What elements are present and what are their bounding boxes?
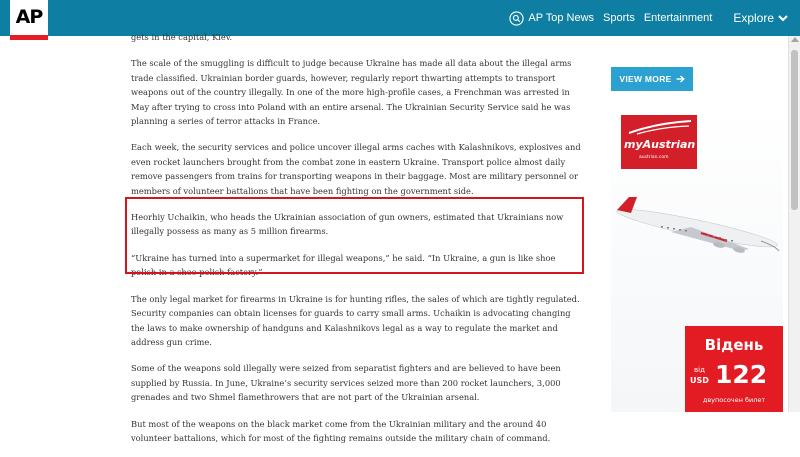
ad-price-from: від <box>694 366 705 374</box>
article-paragraph: The only legal market for firearms in Ukraine is for hunting rifles, the sales of which are tightly regulated. Security companies can obtain licenses for guards to carry small arms. Uchaikin is advocating changing the laws to make ownership of handguns and Kalashnikovs legal as a way to regulate the market and address gun crime. <box>131 293 580 347</box>
highlight-box <box>125 197 584 274</box>
ad-price-value: 122 <box>715 360 768 389</box>
nav-top-news-label: AP Top News <box>528 12 595 24</box>
logo-text: AP <box>15 6 43 28</box>
nav-sports[interactable]: Sports <box>603 12 635 24</box>
article-paragraph: gets in the capital, Kiev. <box>131 32 233 42</box>
search-icon[interactable] <box>509 11 524 26</box>
page-scrollbar[interactable] <box>788 36 800 412</box>
nav-explore-label: Explore <box>733 11 774 25</box>
article-paragraph: But most of the weapons on the black market come from the Ukrainian military and the around 40 volunteer battalions, which for most of the fighting remains outside the military chain of command. <box>131 418 551 443</box>
article-paragraph: Some of the weapons sold illegally were seized from separatist fighters and are believed to have been supplied by Russia. In June, Ukraine’s security services seized more than 200 rocket launchers, 3,000 grenades and two Shmel flamethrowers that are not part of the Ukrainian arsenal. <box>131 363 561 403</box>
article-paragraph: The scale of the smuggling is difficult to judge because Ukraine has made all data about the illegal arms trade classified. Ukrainian border guards, however, regularly report thwarting attempts to transport weapons out of the country illegally. In one of the more high-profile cases, a Frenchman was arrested in May after trying to cross into Poland with an entire arsenal. The Ukrainian Security Service said he was planning a series of terror attacks in France. <box>131 58 572 127</box>
article-paragraph: Each week, the security services and police uncover illegal arms caches with Kalashnikovs, explosives and even rocket launchers brought from the combat zone in eastern Ukraine. Transport police almost daily remove passengers from trains for transporting weapons in their baggage. Most are military personnel or members of volunteer battalions that have been fighting on the government side. <box>131 142 581 196</box>
chevron-down-icon <box>778 14 788 22</box>
ad-destination: Відень <box>704 336 764 354</box>
ap-logo[interactable] <box>10 0 48 40</box>
article-paragraph: “Ukraine has turned into a supermarket for illegal weapons,” he said. “In Ukraine, a gun is like shoe polish in a shoe polish factory.” <box>131 252 556 278</box>
ad-brand-url: austrian.com <box>639 155 669 160</box>
advertisement[interactable] <box>611 105 783 412</box>
article-paragraph: Heorhiy Uchaikin, who heads the Ukrainian association of gun owners, estimated that Ukrainians now illegally possess as many as 5 million firearms. <box>131 212 564 237</box>
ad-brand-name: myAustrian <box>624 138 696 151</box>
scroll-up-arrow-icon[interactable] <box>791 37 799 42</box>
nav-top-news[interactable] <box>509 11 594 26</box>
logo-red-bar <box>10 35 48 40</box>
ad-price-box <box>685 326 783 412</box>
nav-explore[interactable] <box>733 11 788 25</box>
view-more-label: VIEW MORE <box>619 74 672 84</box>
ad-brand-logo <box>621 115 697 169</box>
nav-entertainment[interactable]: Entertainment <box>643 12 713 24</box>
airplane-image <box>611 193 783 263</box>
ad-swoosh-graphic <box>627 119 693 135</box>
arrow-right-icon <box>676 75 685 83</box>
ad-price-note: двупосочен билет <box>702 396 766 404</box>
ad-price-currency: USD <box>690 376 709 385</box>
view-more-button[interactable] <box>611 67 693 91</box>
scrollbar-thumb[interactable] <box>791 50 798 210</box>
